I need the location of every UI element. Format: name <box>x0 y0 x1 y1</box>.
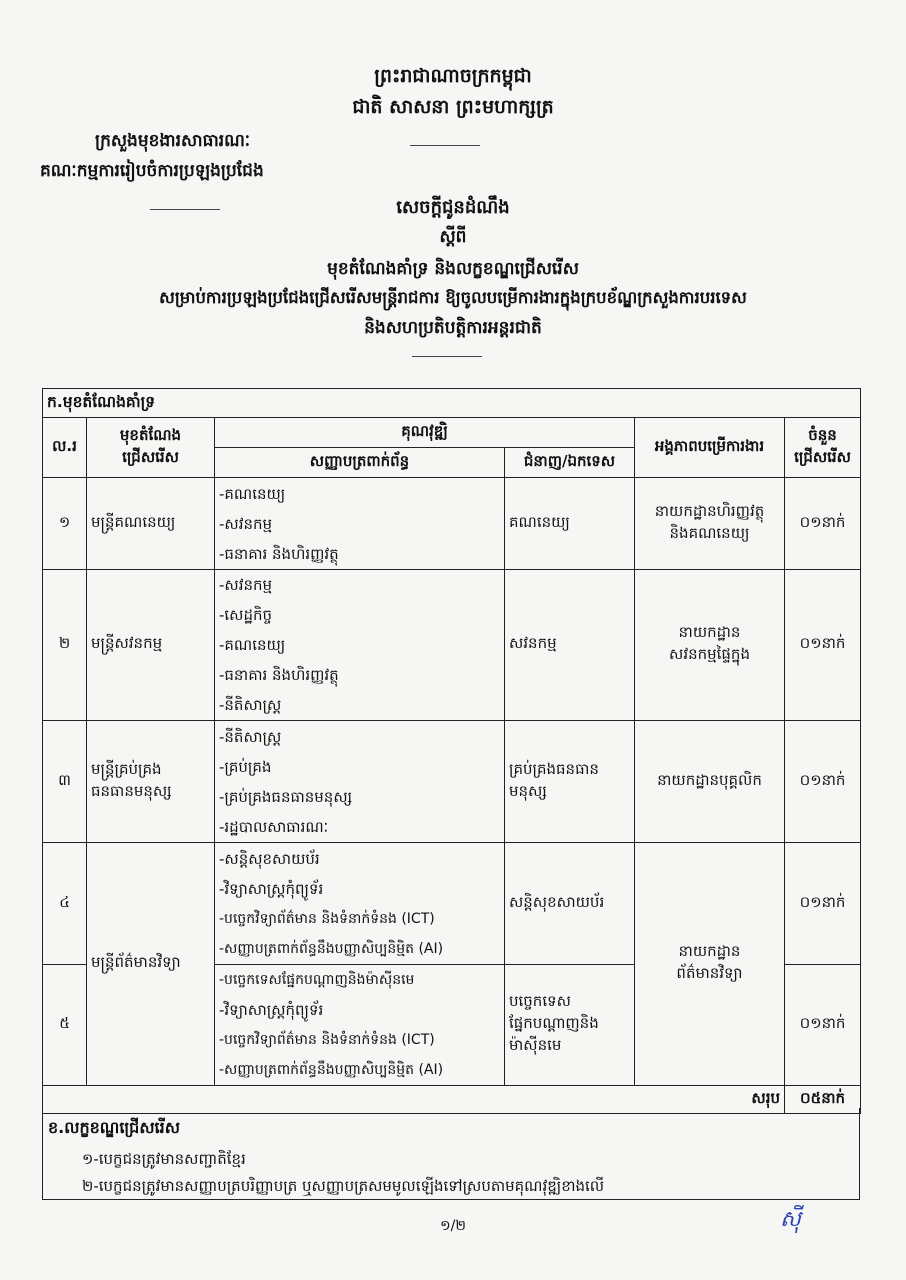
certificate-item: -ធនាគារ និងហិរញ្ញវត្ថុ <box>219 544 339 563</box>
header-position: មុខតំណែង ជ្រើសរើស <box>87 418 215 478</box>
announcement-subject: និងសហប្រតិបត្តិការអន្តរជាតិ <box>364 318 542 338</box>
certificate-item: -រដ្ឋបាលសាធារណៈ <box>219 817 329 836</box>
positions-table <box>42 388 861 1114</box>
header-qualification: គុណវុឌ្ឍិ <box>215 418 635 448</box>
row-no: ៣ <box>43 721 87 843</box>
certificate-item: -បច្ចេកវិទ្យាព័ត៌មាន និងទំនាក់ទំនង (ICT) <box>219 910 435 927</box>
certificate-item: -សវនកម្ម <box>219 576 273 594</box>
table-row <box>43 570 861 721</box>
row-skill: គណនេយ្យ <box>505 478 635 570</box>
certificate-item: -សញ្ញាបត្រពាក់ព័ន្ធនឹងបញ្ញាសិប្បនិម្មិត (AI) <box>219 1062 444 1078</box>
row-skill: សវនកម្ម <box>505 570 635 721</box>
table-row <box>43 478 861 570</box>
certificate-item: -សវនកម្ម <box>219 514 273 533</box>
certificate-item: -បច្ចេកទេសផ្នែកបណ្តាញនិងម៉ាស៊ីនមេ <box>219 972 415 988</box>
row-no: ២ <box>43 570 87 721</box>
row-unit: នាយកដ្ឋាន សវនកម្មផ្ទៃក្នុង <box>635 570 785 721</box>
certificate-item: -ធនាគារ និងហិរញ្ញវត្ថុ <box>219 666 339 684</box>
row-certificates <box>215 843 505 965</box>
announcement-subject: មុខតំណែងគាំទ្រ និងលក្ខខណ្ឌជ្រើសរើស <box>327 259 579 279</box>
row-position: មន្ត្រីគណនេយ្យ <box>87 478 215 570</box>
row-unit: នាយកដ្ឋានបុគ្គលិក <box>635 721 785 843</box>
divider-line <box>412 356 482 357</box>
row-no: ១ <box>43 478 87 570</box>
header-certificate: សញ្ញាបត្រពាក់ព័ន្ធ <box>215 448 505 478</box>
header-unit: អង្គភាពបម្រើការងារ <box>635 418 785 478</box>
certificate-item: -នីតិសាស្ត្រ <box>219 727 282 746</box>
ministry-name: ក្រសួងមុខងារសាធារណៈ <box>95 131 251 151</box>
certificate-item: -នីតិសាស្ត្រ <box>219 696 282 714</box>
row-count: ០១នាក់ <box>785 570 861 721</box>
row-position: មន្ត្រីព័ត៌មានវិទ្យា <box>87 843 215 1086</box>
certificate-item: -វិទ្យាសាស្ត្រកុំព្យូទ័រ <box>219 1001 324 1019</box>
row-position: មន្ត្រីគ្រប់គ្រង ធនធានមនុស្ស <box>87 721 215 843</box>
row-count: ០១នាក់ <box>785 843 861 965</box>
certificate-item: -គណនេយ្យ <box>219 484 286 503</box>
row-certificates <box>215 965 505 1086</box>
handwritten-initials: ស៊ី <box>780 1207 801 1232</box>
table-row <box>43 843 861 965</box>
header-skill: ជំនាញ/ឯកទេស <box>505 448 635 478</box>
header-no: ល.រ <box>43 418 87 478</box>
page-number: ១/២ <box>440 1218 466 1234</box>
certificate-item: -បច្ចេកវិទ្យាព័ត៌មាន និងទំនាក់ទំនង (ICT) <box>219 1032 435 1048</box>
row-no: ៤ <box>43 843 87 965</box>
announcement-subject: សម្រាប់ការប្រឡងប្រជែងជ្រើសរើសមន្ត្រីរាជការ ឱ្យចូលបម្រើការងារក្នុងក្របខ័ណ្ឌក្រសួងការបរទេស <box>159 288 747 307</box>
section-a-title: ក.មុខតំណែងគាំទ្រ <box>43 389 861 418</box>
criteria-item: ១-បេក្ខជនត្រូវមានសញ្ជាតិខ្មែរ <box>82 1150 246 1168</box>
table-row <box>43 721 861 843</box>
announcement-on: ស្តីពី <box>439 227 467 247</box>
row-skill: គ្រប់គ្រងធនធាន មនុស្ស <box>505 721 635 843</box>
row-certificates <box>215 478 505 570</box>
row-count: ០១នាក់ <box>785 965 861 1086</box>
kingdom-heading: ព្រះរាជាណាចក្រកម្ពុជា <box>374 65 532 87</box>
header-count: ចំនួន ជ្រើសរើស <box>785 418 861 478</box>
divider-line <box>410 145 480 146</box>
row-unit: នាយកដ្ឋានហិរញ្ញវត្ថុ និងគណនេយ្យ <box>635 478 785 570</box>
row-no: ៥ <box>43 965 87 1086</box>
total-value: ០៥នាក់ <box>785 1086 861 1114</box>
criteria-item: ២-បេក្ខជនត្រូវមានសញ្ញាបត្របរិញ្ញាបត្រ ឬសញ្ញាបត្រសមមូលឡើងទៅស្របតាមគុណវុឌ្ឍិខាងលើ <box>82 1177 605 1195</box>
announcement-title: សេចក្តីជូនដំណឹង <box>396 197 510 218</box>
row-skill: សន្តិសុខសាយប័រ <box>505 843 635 965</box>
motto-heading: ជាតិ សាសនា ព្រះមហាក្សត្រ <box>352 96 554 118</box>
certificate-item: -សន្តិសុខសាយប័រ <box>219 849 320 868</box>
row-skill: បច្ចេកទេស ផ្នែកបណ្តាញនិង ម៉ាស៊ីនមេ <box>505 965 635 1086</box>
certificate-item: -គ្រប់គ្រង <box>219 757 272 776</box>
certificate-item: -គ្រប់គ្រងធនធានមនុស្ស <box>219 787 353 806</box>
certificate-item: -សេដ្ឋកិច្ច <box>219 606 273 624</box>
row-count: ០១នាក់ <box>785 478 861 570</box>
certificate-item: -វិទ្យាសាស្ត្រកុំព្យូទ័រ <box>219 879 324 898</box>
row-unit: នាយកដ្ឋាន ព័ត៌មានវិទ្យា <box>635 843 785 1086</box>
section-b-title: ខ.លក្ខខណ្ឌជ្រើសរើស <box>48 1118 180 1137</box>
certificate-item: -គណនេយ្យ <box>219 636 286 654</box>
row-certificates <box>215 570 505 721</box>
committee-name: គណៈកម្មការរៀបចំការប្រឡងប្រជែង <box>40 161 264 181</box>
row-count: ០១នាក់ <box>785 721 861 843</box>
total-label: សរុប <box>43 1086 785 1114</box>
certificate-item: -សញ្ញាបត្រពាក់ព័ន្ធនឹងបញ្ញាសិប្បនិម្មិត (AI) <box>219 940 444 957</box>
row-position: មន្ត្រីសវនកម្ម <box>87 570 215 721</box>
row-certificates <box>215 721 505 843</box>
